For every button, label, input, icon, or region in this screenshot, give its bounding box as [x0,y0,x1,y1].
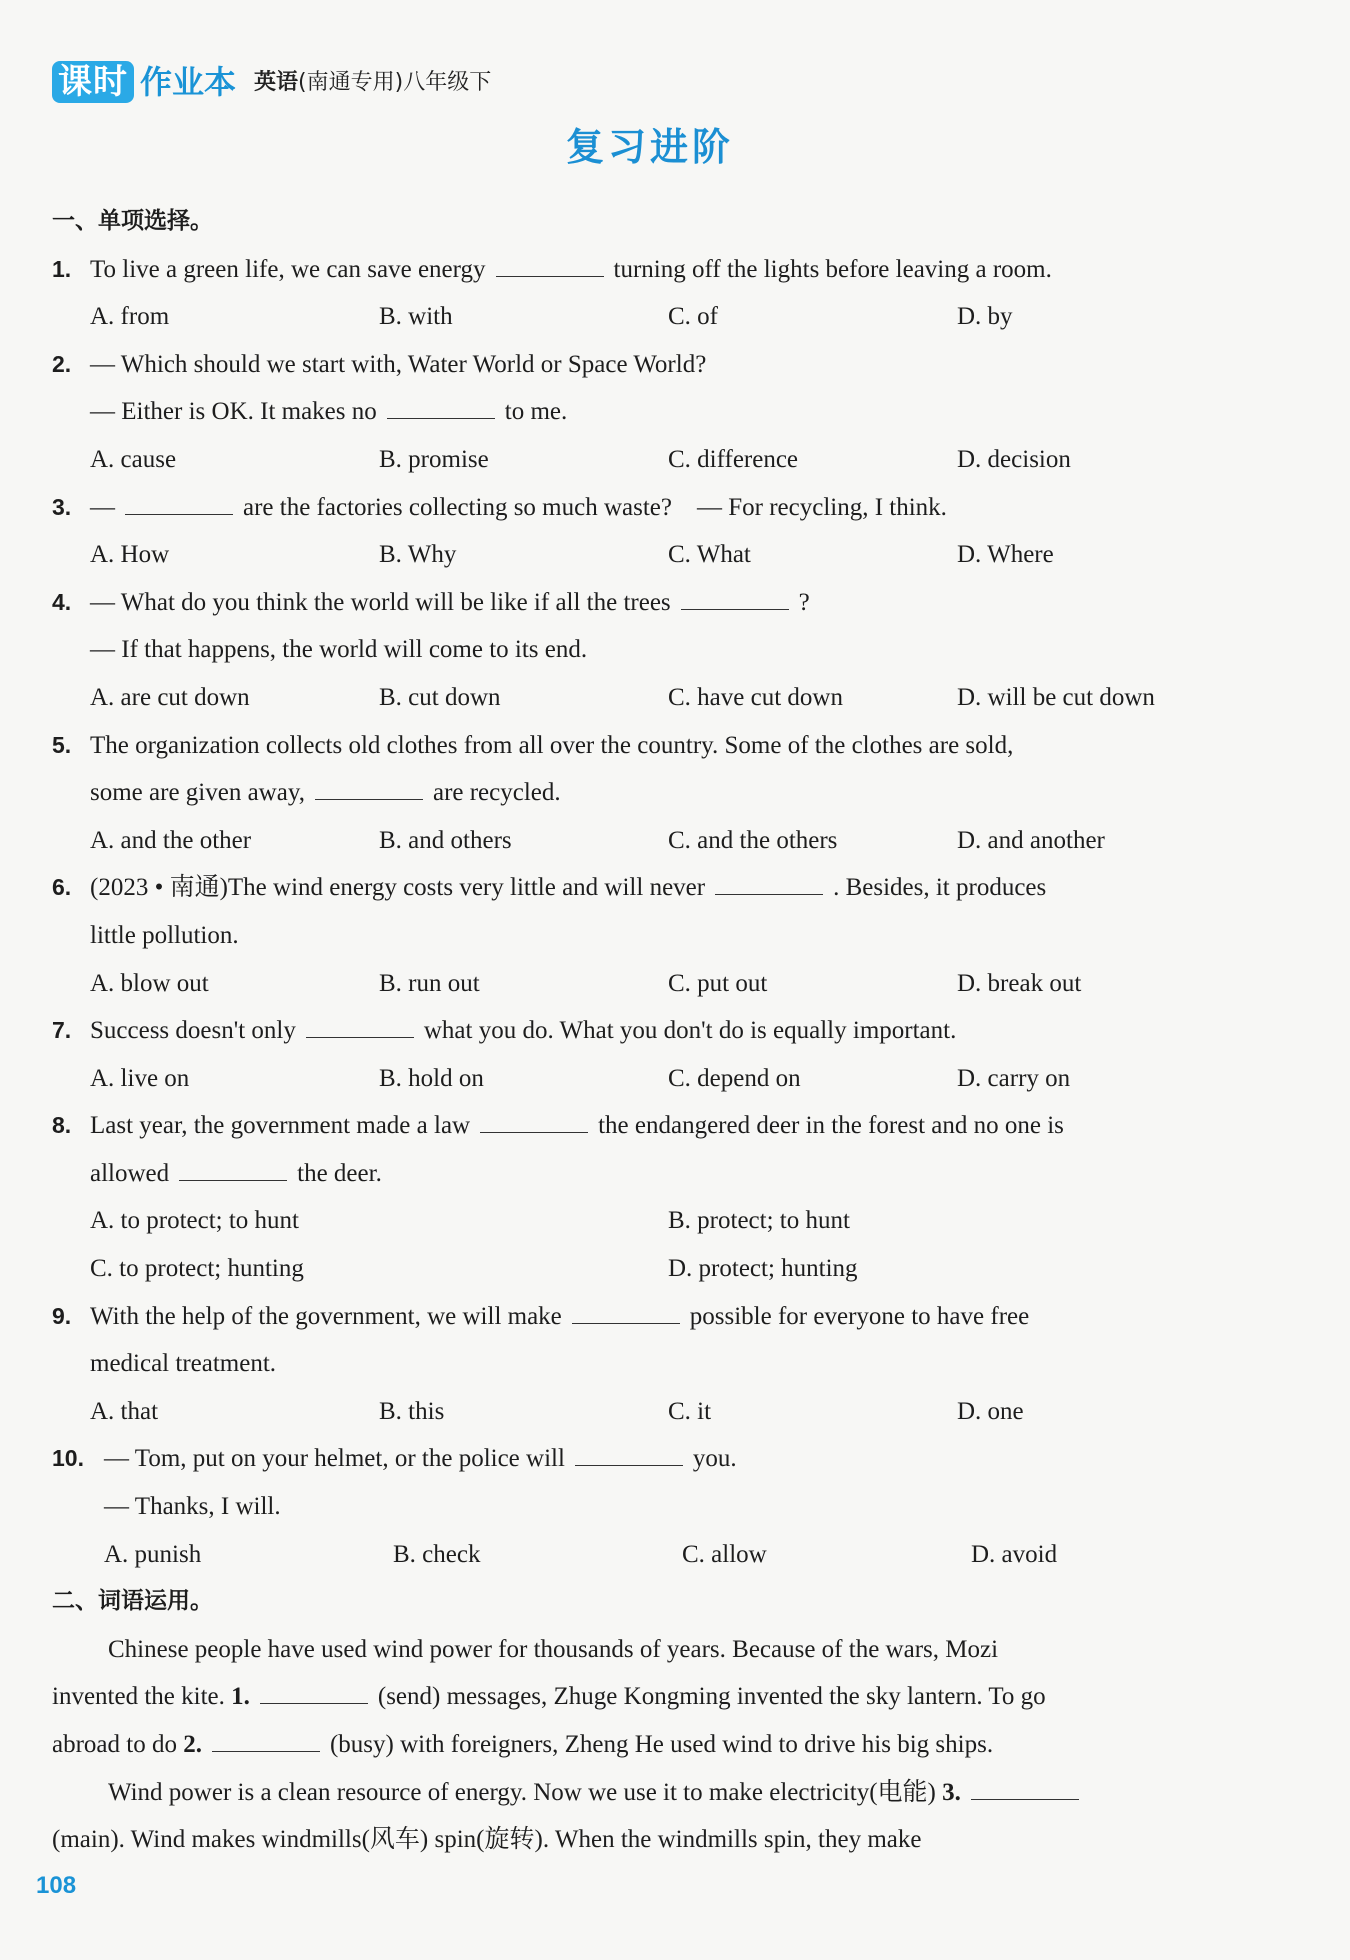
passage-line: (main). Wind makes windmills(风车) spin(旋转). When the windmills spin, they make [52,1826,922,1854]
options-row [52,674,1252,722]
question-text: With the help of the government, we will make possible for everyone to have free [90,1302,1030,1330]
blank-number: 1. [231,1683,250,1711]
question-text-line: medical treatment. [90,1350,277,1378]
option-b[interactable]: B. hold on [379,1064,484,1092]
question-10 [52,1435,1252,1483]
options-row [52,1197,1252,1245]
option-c[interactable]: C. allow [682,1540,767,1568]
answer-blank[interactable] [715,872,823,895]
question-number: 10. [52,1445,84,1472]
option-a[interactable]: A. and the other [90,826,252,854]
option-b[interactable]: B. with [379,303,453,331]
passage [52,1626,1252,1864]
option-d[interactable]: D. one [957,1397,1024,1425]
question-9 [52,1293,1252,1341]
options-row [52,1055,1252,1103]
question-6 [52,864,1252,912]
option-d[interactable]: D. will be cut down [957,683,1155,711]
option-b[interactable]: B. and others [379,826,512,854]
question-text: — Tom, put on your helmet, or the police will you. [104,1445,737,1473]
question-text: The organization collects old clothes from all over the country. Some of the clothes are sold, [90,731,1014,759]
passage-line: invented the kite. 1. (send) messages, Zhuge Kongming invented the sky lantern. To go [52,1683,1046,1711]
question-text-line: allowed the deer. [90,1159,382,1187]
logo-keshi: 课时 [52,61,134,103]
option-a[interactable]: A. cause [90,445,177,473]
option-c[interactable]: C. depend on [668,1064,801,1092]
passage-line: abroad to do 2. (busy) with foreigners, Zheng He used wind to drive his big ships. [52,1731,994,1758]
question-1 [52,246,1252,294]
option-d[interactable]: D. carry on [957,1064,1071,1092]
question-number: 8. [52,1112,72,1139]
option-d[interactable]: D. break out [957,969,1082,997]
answer-blank[interactable] [496,254,604,277]
subject-rest: (南通专用)八年级下 [298,70,492,95]
question-2 [52,341,1252,389]
options-row [52,817,1252,865]
question-8 [52,1102,1252,1150]
brand-logo [52,60,236,104]
option-a[interactable]: A. punish [104,1540,202,1568]
answer-blank[interactable] [306,1015,414,1038]
option-b[interactable]: B. run out [379,969,480,997]
question-number: 6. [52,874,72,901]
question-number: 7. [52,1017,72,1044]
blank-number: 3. [942,1778,961,1806]
options-row [52,1245,1252,1293]
question-number: 2. [52,350,72,377]
question-number: 5. [52,731,72,758]
option-d[interactable]: D. avoid [971,1540,1058,1568]
answer-blank[interactable] [125,492,233,515]
question-text: (2023 • 南通)The wind energy costs very little and will never . Besides, it produces [90,874,1047,902]
option-d[interactable]: D. decision [957,445,1071,473]
option-d[interactable]: D. Where [957,541,1054,569]
options-row [52,293,1252,341]
question-7 [52,1007,1252,1055]
option-b[interactable]: B. promise [379,445,489,473]
options-row [52,960,1252,1008]
question-text-line: — Thanks, I will. [104,1493,281,1521]
option-b[interactable]: B. protect; to hunt [668,1207,850,1235]
option-a[interactable]: A. How [90,541,170,569]
options-row [52,531,1252,579]
answer-blank[interactable] [575,1443,683,1466]
answer-blank[interactable] [480,1110,588,1133]
passage-line: Chinese people have used wind power for thousands of years. Because of the wars, Mozi [108,1635,999,1663]
option-b[interactable]: B. this [379,1397,445,1425]
question-text-line: some are given away, are recycled. [90,779,561,807]
option-b[interactable]: B. check [393,1540,481,1568]
option-c[interactable]: C. What [668,541,751,569]
option-a[interactable]: A. that [90,1397,159,1425]
option-c[interactable]: C. put out [668,969,768,997]
option-c[interactable]: C. and the others [668,826,838,854]
question-text-line: — If that happens, the world will come to its end. [90,636,588,664]
question-text-line: little pollution. [90,921,239,949]
section-heading-word-usage: 二、词语运用。 [52,1588,213,1615]
answer-blank[interactable] [681,587,789,610]
answer-blank-2[interactable] [212,1729,320,1752]
section-heading-single-choice: 一、单项选择。 [52,208,213,234]
question-text: To live a green life, we can save energy turning off the lights before leaving a room. [90,255,1052,283]
answer-blank-3[interactable] [971,1777,1079,1800]
option-a[interactable]: A. are cut down [90,683,250,711]
page-header [52,56,491,104]
question-number: 4. [52,588,72,615]
blank-number: 2. [183,1731,202,1758]
option-c[interactable]: C. to protect; hunting [90,1255,304,1283]
answer-blank[interactable] [572,1301,680,1324]
option-c[interactable]: C. of [668,303,718,331]
page-title: 复习进阶 [565,125,734,169]
question-5 [52,722,1252,770]
exercise-content [52,198,1252,1864]
question-4 [52,579,1252,627]
page-number: 108 [36,1872,77,1899]
answer-blank-1[interactable] [260,1681,368,1704]
subject-label [254,62,491,104]
option-a[interactable]: A. blow out [90,969,209,997]
option-c[interactable]: C. it [668,1397,712,1425]
option-b[interactable]: B. cut down [379,683,501,711]
options-row [52,1388,1252,1436]
question-text: — Which should we start with, Water World or Space World? [90,350,707,378]
option-d[interactable]: D. and another [957,826,1105,854]
option-c[interactable]: C. difference [668,445,799,473]
question-text-line: — Either is OK. It makes no to me. [90,398,568,426]
subject-bold: 英语 [254,70,299,95]
question-text: Last year, the government made a law the endangered deer in the forest and no one is [90,1112,1064,1140]
option-a[interactable]: A. live on [90,1064,190,1092]
options-row [52,436,1252,484]
option-a[interactable]: A. from [90,303,170,331]
answer-blank[interactable] [387,396,495,419]
logo-zuoye: 作业本 [140,63,237,101]
question-text: — What do you think the world will be like if all the trees ? [90,588,810,616]
option-b[interactable]: B. Why [379,541,457,569]
answer-blank[interactable] [315,777,423,800]
passage-line: Wind power is a clean resource of energy. Now we use it to make electricity(电能) 3. [52,1769,1252,1817]
option-d[interactable]: D. protect; hunting [668,1255,858,1283]
answer-blank[interactable] [179,1158,287,1181]
options-row [52,1531,1252,1579]
option-a[interactable]: A. to protect; to hunt [90,1207,299,1235]
option-d[interactable]: D. by [957,303,1013,331]
option-c[interactable]: C. have cut down [668,683,843,711]
question-text: Success doesn't only what you do. What you don't do is equally important. [90,1017,957,1045]
question-number: 1. [52,255,72,282]
question-number: 3. [52,493,72,520]
question-text: — are the factories collecting so much waste? — For recycling, I think. [90,493,947,521]
question-number: 9. [52,1302,72,1329]
question-3 [52,484,1252,532]
